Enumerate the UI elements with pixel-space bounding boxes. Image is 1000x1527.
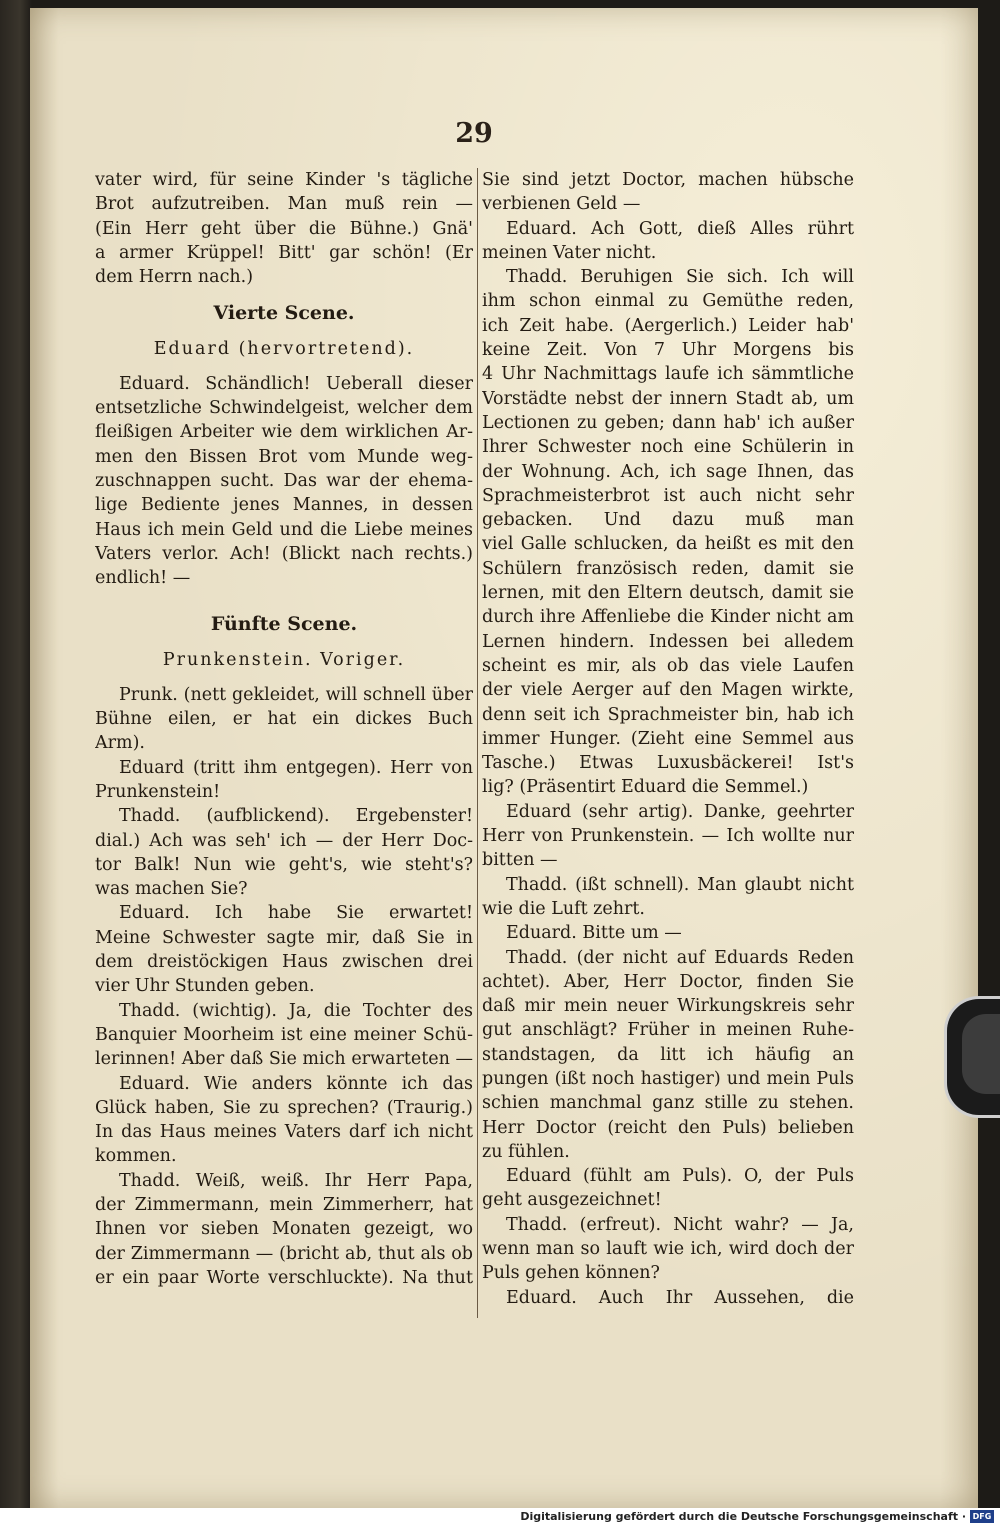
text-line: Thadd. Beruhigen Sie sich. Ich will <box>506 267 854 288</box>
text-line: immer Hunger. (Zieht eine Semmel aus <box>482 728 854 749</box>
text-line: was machen Sie? <box>95 879 248 900</box>
left-column <box>95 168 473 1290</box>
text-line: Thadd. Weiß, weiß. Ihr Herr Papa, <box>119 1170 473 1191</box>
text-line: fleißigen Arbeiter wie dem wirklichen Ar- <box>95 422 473 443</box>
text-line: zuschnappen sucht. Das war der ehema- <box>95 470 473 491</box>
text-line: vater wird, für seine Kinder 's tägliche <box>95 170 473 190</box>
text-line: ihm schon einmal zu Gemüthe reden, <box>482 291 854 312</box>
text-line: lige Bediente jenes Mannes, in dessen <box>95 495 473 516</box>
text-line: viel Galle schlucken, da heißt es mit den <box>482 534 854 555</box>
text-line: endlich! — <box>95 568 191 589</box>
text-line: Eduard. Schändlich! Ueberall dieser <box>119 373 473 394</box>
text-line: Eduard. Auch Ihr Aussehen, die <box>506 1287 854 1308</box>
text-line: Prunkenstein! <box>95 781 221 802</box>
text-line: Glück haben, Sie zu sprechen? (Traurig.) <box>95 1097 473 1118</box>
text-line: lerinnen! Aber daß Sie mich erwarteten — <box>95 1049 473 1070</box>
text-line: Bühne eilen, er hat ein dickes Buch <box>95 709 473 730</box>
text-line: lernen, mit den Eltern deutsch, damit sie <box>482 583 854 604</box>
text-line: verbienen Geld — <box>482 194 641 215</box>
text-line: pungen (ißt noch hastiger) und mein Puls <box>482 1068 854 1089</box>
stage-direction: Eduard (hervortretend). <box>153 339 415 360</box>
text-line: Sprachmeisterbrot ist auch nicht sehr <box>482 485 854 506</box>
text-line: Lectionen zu geben; dann hab' ich außer <box>482 412 854 433</box>
text-line: keine Zeit. Von 7 Uhr Morgens bis <box>482 340 854 361</box>
text-line: scheint es mir, als ob das viele Laufen <box>482 655 854 676</box>
text-line: wie die Luft zehrt. <box>482 898 645 919</box>
text-line: der Wohnung. Ach, ich sage Ihnen, das <box>482 461 854 482</box>
text-line: Vaters verlor. Ach! (Blickt nach rechts.) <box>95 543 473 564</box>
text-line: entsetzliche Schwindelgeist, welcher dem <box>95 398 473 419</box>
text-line: dial.) Ach was seh' ich — der Herr Doc- <box>95 830 473 851</box>
text-line: gebacken. Und dazu muß man <box>482 510 854 531</box>
text-line: Herr Doctor (reicht den Puls) belieben <box>482 1117 854 1138</box>
text-line: Eduard. Ich habe Sie erwartet! <box>119 903 473 924</box>
text-line: Meine Schwester sagte mir, daß Sie in <box>95 927 473 948</box>
text-line: wenn man so lauft wie ich, wird doch der <box>482 1239 854 1260</box>
text-line: Brot aufzutreiben. Man muß rein — <box>95 194 473 215</box>
text-line: Eduard (sehr artig). Danke, geehrter <box>506 801 854 822</box>
text-line: Banquier Moorheim ist eine meiner Schü- <box>95 1024 473 1045</box>
text-line: dem Herrn nach.) <box>95 267 254 288</box>
text-line: Eduard. Wie anders könnte ich das <box>119 1073 473 1094</box>
page-number: 29 <box>455 118 493 149</box>
text-line: Thadd. (aufblickend). Ergebenster! <box>119 806 473 827</box>
text-line: der viele Aerger auf den Magen wirkte, <box>482 680 854 701</box>
text-line: Eduard (fühlt am Puls). O, der Puls <box>506 1166 854 1187</box>
right-column <box>482 168 854 1310</box>
column-divider <box>477 168 478 1318</box>
text-line: Lernen hindern. Indessen bei alledem <box>482 631 854 652</box>
text-line: Arm). <box>95 733 145 754</box>
text-line: dem dreistöckigen Haus zwischen drei <box>95 952 473 973</box>
text-line: standstagen, da litt ich häufig an <box>482 1044 854 1065</box>
scene-heading: Fünfte Scene. <box>210 613 358 636</box>
text-line: Eduard. Ach Gott, dieß Alles rührt <box>506 218 854 239</box>
text-line: Vorstädte nebst der innern Stadt ab, um <box>482 388 854 409</box>
text-line: meinen Vater nicht. <box>482 242 657 263</box>
text-line: schien manchmal ganz stille zu stehen. <box>482 1093 854 1114</box>
text-line: Thadd. (der nicht auf Eduards Reden <box>506 947 854 968</box>
text-line: der Zimmermann, mein Zimmerherr, hat <box>95 1194 473 1215</box>
text-line: In das Haus meines Vaters darf ich nicht <box>95 1122 473 1143</box>
text-line: Schülern französisch reden, damit sie <box>482 558 854 579</box>
text-line: kommen. <box>95 1146 177 1167</box>
text-line: 4 Uhr Nachmittags laufe ich sämmtliche <box>482 364 854 385</box>
text-line: Ihnen vor sieben Monaten gezeigt, wo <box>95 1219 473 1240</box>
text-line: vier Uhr Stunden geben. <box>95 976 315 997</box>
text-line: er ein paar Worte verschluckte). Na thut <box>95 1267 473 1288</box>
text-line: Prunk. (nett gekleidet, will schnell über <box>119 684 473 705</box>
text-line: denn seit ich Sprachmeister bin, hab ich <box>482 704 854 725</box>
text-line: Thadd. (erfreut). Nicht wahr? — Ja, <box>506 1214 854 1235</box>
text-line: Puls gehen können? <box>482 1263 660 1284</box>
text-line: tor Balk! Nun wie geht's, wie steht's? <box>95 854 473 875</box>
page-clip-inner <box>962 1014 1000 1094</box>
text-line: daß mir mein neuer Wirkungskreis sehr <box>482 996 854 1017</box>
text-line: a armer Krüppel! Bitt' gar schön! (Er <box>95 242 473 263</box>
scene-heading: Vierte Scene. <box>213 302 355 325</box>
text-line: gut anschlägt? Früher in meinen Ruhe- <box>482 1020 854 1041</box>
text-line: Ihrer Schwester noch eine Schülerin in <box>482 437 854 458</box>
text-line: Thadd. (ißt schnell). Man glaubt nicht <box>506 874 854 895</box>
text-line: achtet). Aber, Herr Doctor, finden Sie <box>482 971 854 992</box>
text-line: lig? (Präsentirt Eduard die Semmel.) <box>482 777 809 798</box>
text-line: Thadd. (wichtig). Ja, die Tochter des <box>119 1000 473 1021</box>
text-line: Tasche.) Etwas Luxusbäckerei! Ist's <box>482 753 854 774</box>
text-line: Herr von Prunkenstein. — Ich wollte nur <box>482 826 854 847</box>
text-line: (Ein Herr geht über die Bühne.) Gnä' <box>95 218 473 239</box>
text-line: bitten — <box>482 850 558 871</box>
text-line: Haus ich mein Geld und die Liebe meines <box>95 519 473 540</box>
text-line: der Zimmermann — (bricht ab, thut als ob <box>95 1243 473 1264</box>
funding-note: Digitalisierung gefördert durch die Deutsche Forschungsgemeinschaft · <box>520 1510 966 1523</box>
text-line: Eduard. Bitte um — <box>506 923 682 944</box>
text-line: geht ausgezeichnet! <box>482 1190 662 1211</box>
text-line: durch ihre Affenliebe die Kinder nicht am <box>482 607 854 628</box>
text-line: ich Zeit habe. (Aergerlich.) Leider hab' <box>482 315 854 336</box>
text-line: zu fühlen. <box>482 1141 570 1162</box>
stage-direction: Prunkenstein. Voriger. <box>162 650 406 671</box>
text-line: men den Bissen Brot vom Munde weg- <box>95 446 473 467</box>
text-line: Eduard (tritt ihm entgegen). Herr von <box>119 757 473 778</box>
text-line: Sie sind jetzt Doctor, machen hübsche <box>482 170 854 190</box>
dfg-logo: DFG <box>970 1510 994 1523</box>
